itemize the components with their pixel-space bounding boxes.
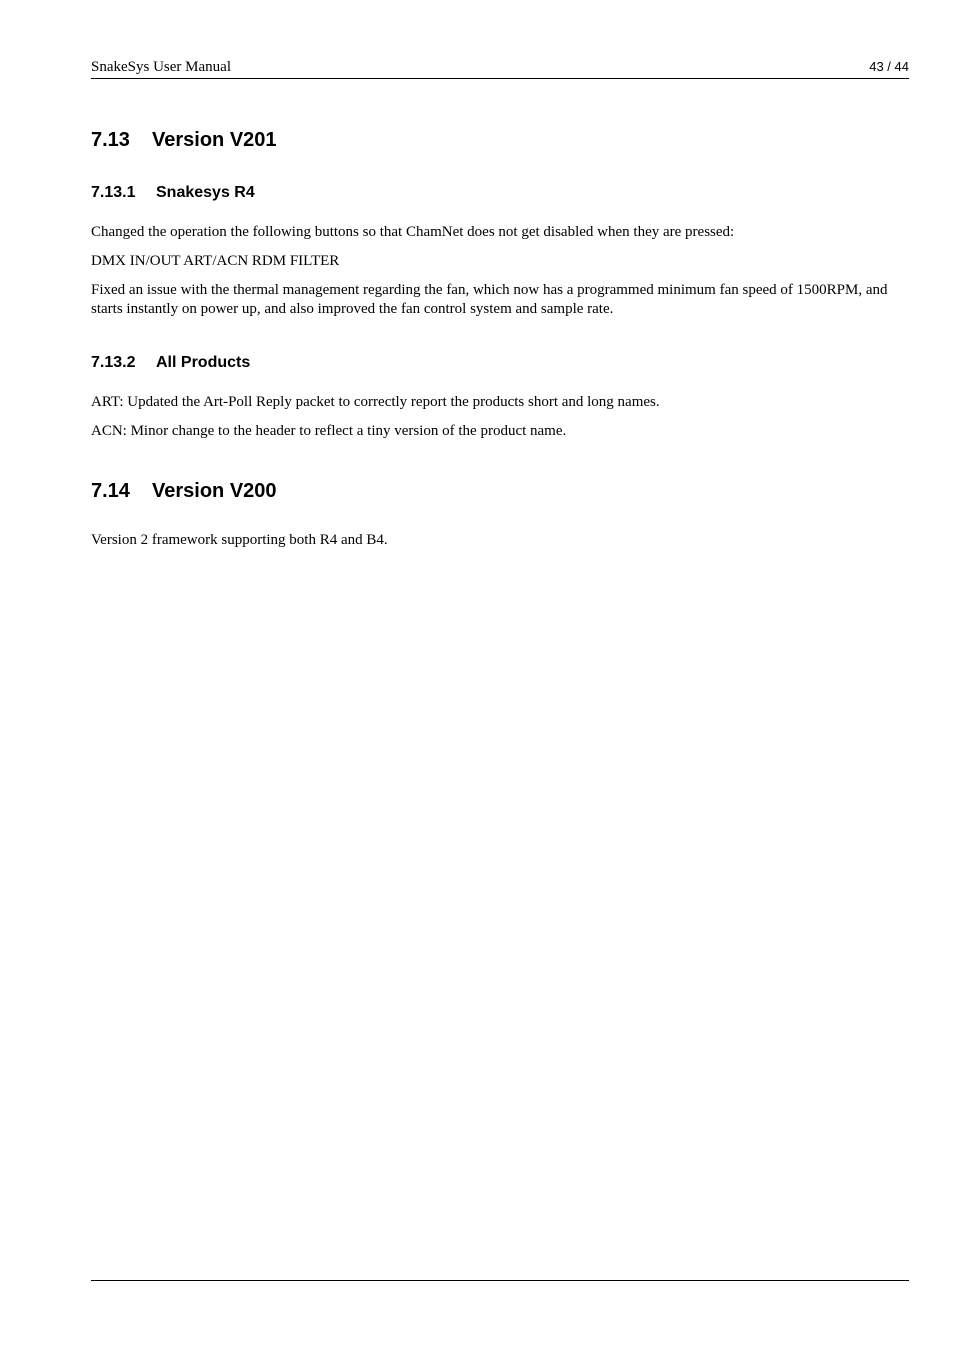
- section-title: Version V200: [152, 480, 277, 502]
- paragraph: ACN: Minor change to the header to reflect a tiny version of the product name.: [91, 423, 567, 439]
- paragraph: Changed the operation the following buttons so that ChamNet does not get disabled when they are pressed:: [91, 224, 735, 240]
- paragraph: Fixed an issue with the thermal management regarding the fan, which now has a programmed minimum fan speed of 1500RPM, and starts instantly on power up, and also improved the fan control system and sample rate.: [91, 282, 888, 317]
- subsection-heading-7-13-2: [91, 353, 250, 373]
- document-title: SnakeSys User Manual: [91, 59, 231, 75]
- footer-rule: [91, 1280, 909, 1281]
- section-heading-7-13: [91, 128, 277, 152]
- section-heading-7-14: [91, 479, 277, 503]
- page-number: 43 / 44: [869, 59, 909, 74]
- subsection-number: 7.13.1: [91, 184, 136, 201]
- subsection-number: 7.13.2: [91, 354, 136, 371]
- paragraph: Version 2 framework supporting both R4 and B4.: [91, 532, 388, 548]
- paragraph: ART: Updated the Art-Poll Reply packet to correctly report the products short and long names.: [91, 394, 660, 410]
- section-number: 7.14: [91, 480, 130, 502]
- section-title: Version V201: [152, 129, 277, 151]
- subsection-title: Snakesys R4: [156, 184, 255, 201]
- subsection-title: All Products: [156, 354, 251, 371]
- paragraph: DMX IN/OUT ART/ACN RDM FILTER: [91, 253, 340, 269]
- subsection-heading-7-13-1: [91, 183, 255, 203]
- section-number: 7.13: [91, 129, 130, 151]
- page-header: [91, 58, 909, 79]
